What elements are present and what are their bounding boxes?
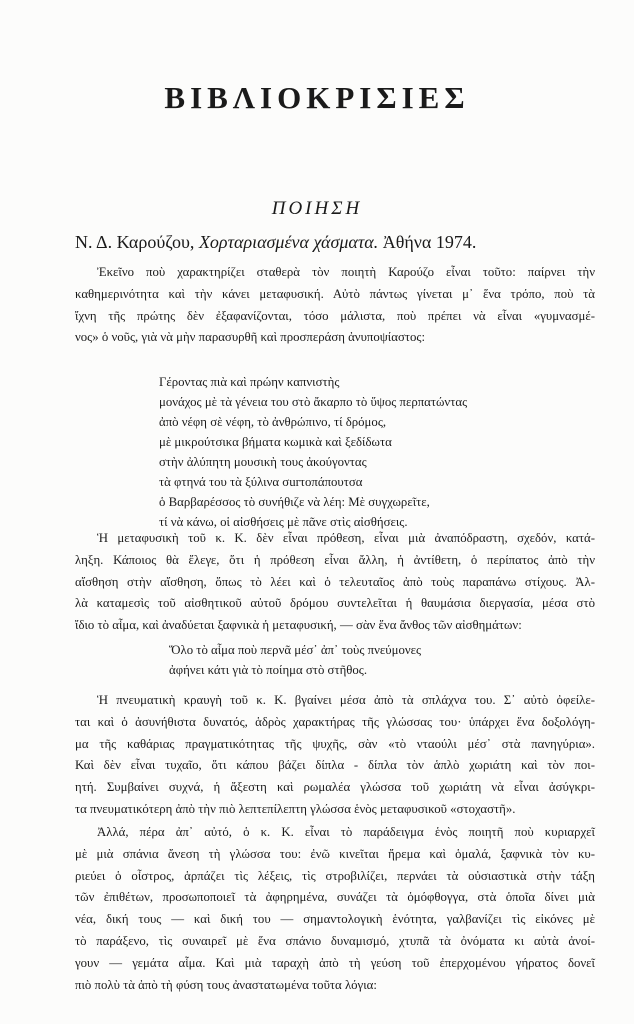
book-citation: [75, 232, 595, 253]
verse-line: μὲ μικρούτσικα βήματα κωμικὰ καὶ ξεδίδωτα: [159, 435, 392, 449]
text-line: Καὶ δὲν εἶναι τυχαῖο, ὅτι κάπου βάζει δίπλα - δίπλα τὸν ἁπλὸ χωριάτη καὶ τὸν ποι-: [75, 758, 595, 773]
text-line: νος» ὁ νοῦς, γιὰ νὰ μὴν παρασυρθῆ καὶ προσπεράση ἀνυποψίαστος:: [75, 330, 426, 345]
text-line: γουν — γεμάτα αἷμα. Καὶ μιὰ ταραχὴ ἀπὸ τὴ γεύση τοῦ ἐπερχομένου γήρατος δονεῖ: [75, 955, 595, 970]
paragraph-1: [75, 262, 595, 349]
citation-author: Ν. Δ. Καρούζου,: [75, 232, 195, 252]
verse-line: μονάχος μὲ τὰ γένεια του στὸ ἄκαρπο τὸ ὕψος περπατώντας: [159, 395, 468, 409]
text-line: Ἀλλά, πέρα ἀπ᾽ αὐτό, ὁ κ. Κ. εἶναι τὸ παράδειγμα ἑνὸς ποιητῆ ποὺ κυριαρχεῖ: [97, 825, 595, 839]
verse-line: τί νὰ κάνω, οἱ αἰσθήσεις μὲ πᾶνε στὶς αἰσθήσεις.: [159, 515, 408, 529]
text-line: ται καὶ ὁ ἀσυνήθιστα δυνατός, ἁδρὸς χαρακτήρας τῆς γλώσσας του· ὑπάρχει ἕνα δοξολόγη-: [75, 714, 595, 729]
text-line: τῶν ἐπιθέτων, προσωποποιεῖ τὰ ἀφηρημένα, συνάζει τὰ ὁμόφθογγα, στὰ ὁποῖα δίνει μιὰ: [75, 890, 595, 905]
text-line: λὰ καταμεσὶς τοῦ αἰσθητικοῦ αὐτοῦ δρόμου συντελεῖται ἡ θαυμάσια διεργασία, μέσα στὸ: [75, 596, 595, 611]
text-line: ριεύει ὁ οἶστρος, ἁρπάζει τὶς λέξεις, τὶς στροβιλίζει, περνάει τὰ οὐσιαστικὰ στὴν τάξη: [75, 868, 595, 883]
text-line: ητή. Συμβαίνει συχνά, ἡ ἄξεστη καὶ ρωμαλέα γλώσσα τοῦ χωριάτη νὰ εἶναι ἀσύγκρι-: [75, 780, 595, 795]
page-heading: ΒΙΒΛΙΟΚΡΙΣΙΕΣ: [164, 80, 470, 115]
text-line: ἴχνη τῆς πρώτης δὲν ἐξαφανίζονται, τόσο μάλιστα, ποὺ πρέπει νὰ εἶναι «γυμνασμέ-: [75, 308, 595, 323]
text-line: ἴδιο τὸ αἷμα, καὶ ἀναδύεται ξαφνικὰ ἡ μεταφυσική, — σὰν ἕνα ἄνθος τῶν αἰσθημάτων:: [75, 618, 522, 633]
text-line: Ἡ πνευματικὴ κραυγὴ τοῦ κ. Κ. βγαίνει μέσα ἀπὸ τὰ σπλάχνα του. Σ᾽ αὐτὸ ὀφείλε-: [97, 693, 595, 707]
text-line: Ἐκεῖνο ποὺ χαρακτηρίζει σταθερὰ τὸν ποιητὴ Καρούζο εἶναι τοῦτο: παίρνει τὴν: [97, 265, 595, 279]
text-line: τὸ παράξενο, τὶς συναιρεῖ μὲ ἕνα σπάνιο δυναμισμό, χτυπᾶ τὰ ὀνόματα κι αὐτὰ ἀνοί-: [75, 933, 595, 948]
text-line: τα πνευματικότερη ἀπὸ τὴν πιὸ λεπτεπίλεπτη γλώσσα ἑνὸς μεταφυσικοῦ «στοχαστῆ».: [75, 801, 516, 816]
text-line: πιὸ πολὺ τὰ ἀπὸ τὴ φύση τους ἀναστατωμένα τοῦτα λόγια:: [75, 977, 377, 992]
verse-block-2: [169, 640, 421, 680]
text-line: μὲ μιὰ σπάνια ἄνεση τὴ γλώσσα του: ἐνῶ κινεῖται ἤρεμα καὶ ὁμαλά, ξαφνικὰ τὸν κυ-: [75, 846, 595, 861]
text-line: μα τῆς καθάριας πραγματικότητας τῆς ψυχῆς, σὰν «τὸ νταούλι μέσ᾽ στὰ πανηγύρια».: [75, 736, 595, 751]
verse-block-1: [159, 372, 467, 532]
verse-line: Ὅλο τὸ αἷμα ποὺ περνᾶ μέσ᾽ ἀπ᾽ τοὺς πνεύμονες: [169, 643, 422, 657]
text-line: Ἡ μεταφυσικὴ τοῦ κ. Κ. δὲν εἶναι πρόθεση, εἶναι μιὰ ἀναπόδραστη, σχεδόν, κατά-: [97, 531, 595, 545]
verse-line: ἀφήνει κάτι γιὰ τὸ ποίημα στὸ στῆθος.: [169, 663, 368, 677]
verse-line: τὰ φτηνά του τὰ ξύλινα σurτοπάπουτσα: [159, 475, 363, 489]
citation-title: Χορταριασμένα χάσματα.: [198, 232, 379, 252]
verse-line: ἀπὸ νέφη σὲ νέφη, τὸ ἀνθρώπινο, τί δρόμος,: [159, 415, 387, 429]
verse-line: στὴν ἀλύπητη μουσικὴ τους ἀκούγοντας: [159, 455, 367, 469]
text-line: καθημερινότητα καὶ τὴν κάνει μεταφυσική. Αὐτὸ πάντως γίνεται μ᾽ ἕνα τρόπο, ποὺ τὰ: [75, 286, 595, 301]
text-line: νέα, δική τους — καὶ δική του — σημαντολογικὴ ἑνότητα, γαλβανίζει τὶς εἰκόνες μὲ: [75, 912, 595, 927]
paragraph-4: [75, 822, 595, 996]
citation-place-year: Ἀθήνα 1974.: [382, 232, 477, 252]
text-line: αἴσθηση στὴν αἴσθηση, ὅπως τὸ λέει καὶ ὁ τελευταῖος ἀπὸ τοὺς παραπάνω στίχους. Ἀλ-: [75, 574, 595, 589]
text-line: ληξη. Κάποιος θὰ ἔλεγε, ὅτι ἡ πρόθεση εἶναι ἄλλη, ἡ ἀντίθετη, ὁ περίπατος ἀπὸ τὴν: [75, 552, 595, 567]
verse-line: ὁ Βαρβαρέσσος τὸ συνήθιζε νὰ λέη: Μὲ συγχωρεῖτε,: [159, 495, 430, 509]
paragraph-2: [75, 528, 595, 637]
verse-line: Γέροντας πιὰ καὶ πρώην καπνιστὴς: [159, 375, 340, 389]
paragraph-3: [75, 690, 595, 821]
section-title: ΠΟΙΗΣΗ: [271, 198, 363, 219]
